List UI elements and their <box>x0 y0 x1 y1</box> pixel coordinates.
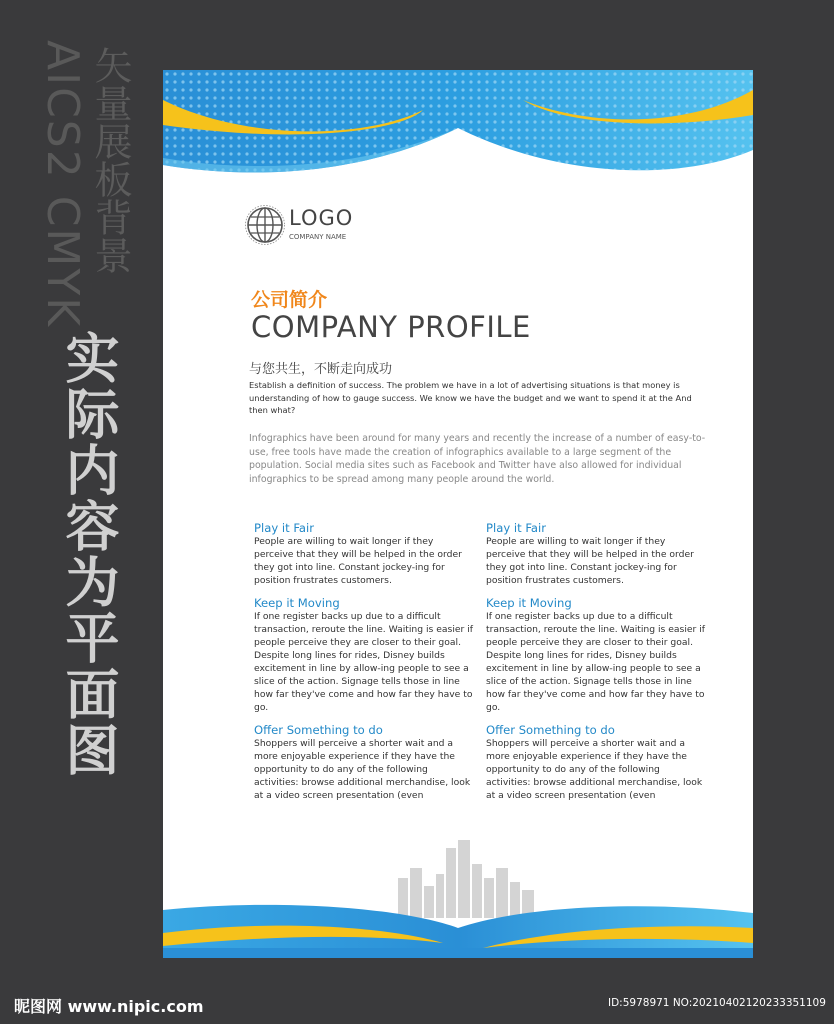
left-column <box>254 521 474 811</box>
section-body: Shoppers will perceive a shorter wait and a more enjoyable experience if they have the opportunity to do any of the following activities: browse additional merchandise, look at a video screen presentation (even <box>486 738 703 801</box>
section-keep-it-moving <box>254 596 474 714</box>
logo-text: LOGO <box>289 206 354 230</box>
page-title: COMPANY PROFILE <box>251 310 531 344</box>
side-format-label: AICS2 CMYK <box>37 40 88 329</box>
side-notice-label: 实际内容为平面图 <box>57 330 120 778</box>
section-offer-something <box>486 723 706 802</box>
side-vector-label: 矢量展板背景 <box>88 46 132 274</box>
globe-logo-icon <box>245 205 285 245</box>
section-body: People are willing to wait longer if they perceive that they will be helped in the order they got into line. Constant jockey-ing for position frustrates customers. <box>486 536 694 586</box>
intro-paragraph-2: Infographics have been around for many years and recently the increase of a number of easy-to-use, free tools have made the creation of infographics available to a large segment of the population. Social media sites such as Facebook and Twitter have also allowed for individual infographics to be spread among many people around the world. <box>249 433 706 485</box>
company-name-text: COMPANY NAME <box>289 233 347 241</box>
section-offer-something <box>254 723 474 802</box>
section-body: Shoppers will perceive a shorter wait and a more enjoyable experience if they have the opportunity to do any of the following activities: browse additional merchandise, look at a video screen presentation (even <box>254 738 471 801</box>
watermark-text: 昵图网 www.nipic.com <box>14 997 204 1016</box>
top-wave-decoration <box>163 70 753 200</box>
section-heading: Keep it Moving <box>254 596 340 610</box>
section-heading: Offer Something to do <box>486 723 615 737</box>
bottom-wave-decoration <box>163 888 753 958</box>
section-heading: Play it Fair <box>486 521 547 535</box>
section-heading: Keep it Moving <box>486 596 572 610</box>
section-body: If one register backs up due to a difficult transaction, reroute the line. Waiting is easier if people perceive they are closer to their goal. Despite long lines for rides, Disney builds excitement in line by allow-ing people to see a slice of the action. Signage tells those in line how far they've come and how far they have to go. <box>486 611 706 713</box>
chinese-title: 公司简介 <box>251 289 328 311</box>
section-body: If one register backs up due to a difficult transaction, reroute the line. Waiting is easier if people perceive they are closer to their goal. Despite long lines for rides, Disney builds excitement in line by allow-ing people to see a slice of the action. Signage tells those in line how far they've come and how far they have to go. <box>254 611 474 713</box>
section-play-it-fair <box>486 521 706 587</box>
image-id-text: ID:5978971 NO:20210402120233351109 <box>608 997 826 1009</box>
section-heading: Play it Fair <box>254 521 315 535</box>
section-body: People are willing to wait longer if they perceive that they will be helped in the order they got into line. Constant jockey-ing for position frustrates customers. <box>254 536 462 586</box>
section-keep-it-moving <box>486 596 706 714</box>
section-heading: Offer Something to do <box>254 723 383 737</box>
intro-paragraph-1: Establish a definition of success. The problem we have in a lot of advertising situations is that money is understanding of how to gauge success. We know we have the budget and we want to spend it at the And then what? <box>249 380 692 415</box>
company-profile-poster <box>163 70 753 958</box>
section-play-it-fair <box>254 521 474 587</box>
right-column <box>486 521 706 811</box>
slogan: 与您共生，不断走向成功 <box>249 362 393 377</box>
